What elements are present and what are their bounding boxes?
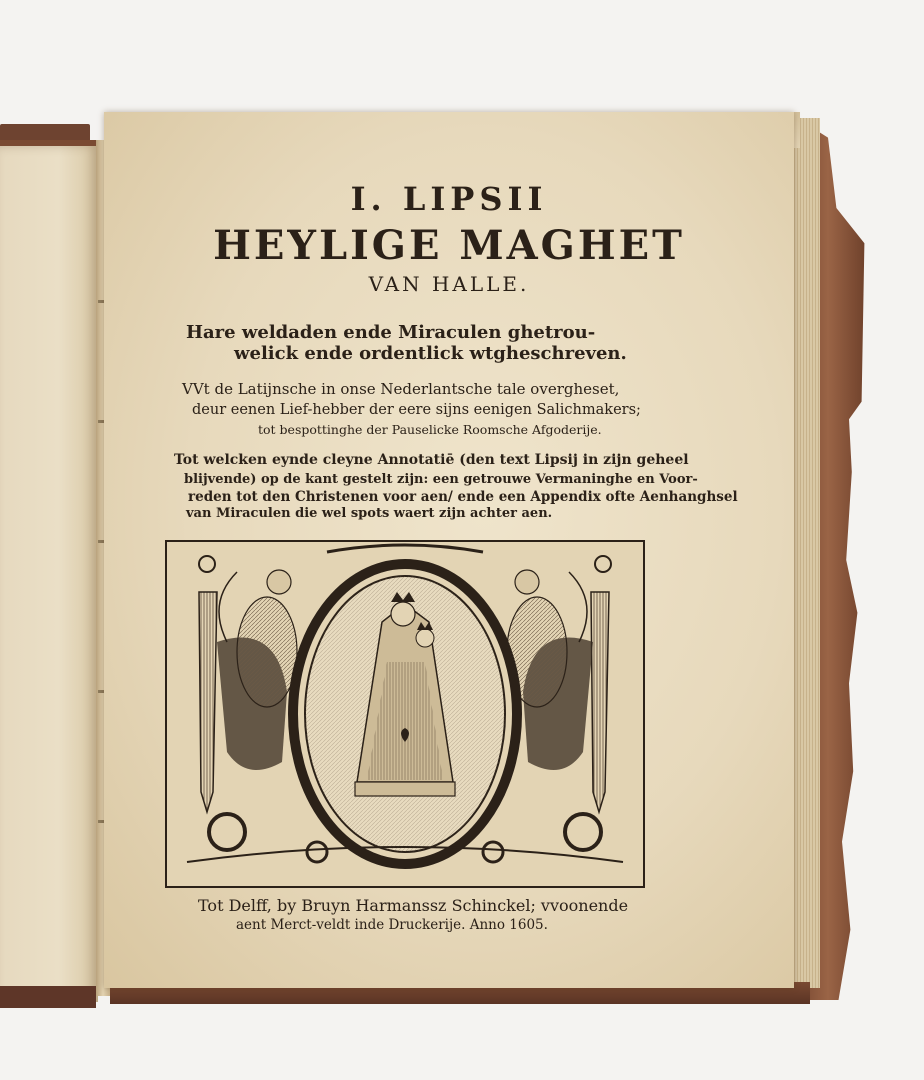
annotation-line-2: blijvende) op de kant gestelt zijn: een getrouwe Vermaninghe en Voor- bbox=[184, 472, 698, 487]
translation-line-3: tot bespottinghe der Pauselicke Roomsche Afgoderije. bbox=[258, 422, 602, 437]
subtitle-place: VAN HALLE. bbox=[368, 272, 530, 296]
imprint-line-1: Tot Delff, by Bruyn Harmanssz Schinckel; vvoonende bbox=[198, 896, 629, 915]
gothic-subtitle-1: Hare weldaden ende Miraculen ghetrou- bbox=[186, 322, 596, 343]
left-page bbox=[0, 140, 98, 1002]
imprint-line-2: aent Merct-veldt inde Druckerije. Anno 1605. bbox=[236, 917, 548, 933]
author-line: I. LIPSII bbox=[350, 180, 548, 218]
annotation-line-4: van Miraculen die wel spots waert zijn achter aen. bbox=[186, 506, 553, 521]
translation-line-2: deur eenen Lief-hebber der eere sijns eenigen Salichmakers; bbox=[192, 402, 641, 418]
annotation-line-1: Tot welcken eynde cleyne Annotatiē (den text Lipsij in zijn geheel bbox=[174, 452, 689, 468]
left-cover-bottom bbox=[0, 986, 96, 1008]
engraving-virgin-and-child bbox=[165, 540, 645, 888]
annotation-line-3: reden tot den Christenen voor aen/ ende een Appendix ofte Aenhanghsel bbox=[188, 489, 738, 505]
engraving-illustration bbox=[167, 542, 643, 886]
main-title: HEYLIGE MAGHET bbox=[213, 222, 685, 269]
translation-line-1: VVt de Latijnsche in onse Nederlantsche tale overgheset, bbox=[182, 380, 620, 398]
gothic-subtitle-2: welick ende ordentlick wtgheschreven. bbox=[234, 343, 627, 364]
